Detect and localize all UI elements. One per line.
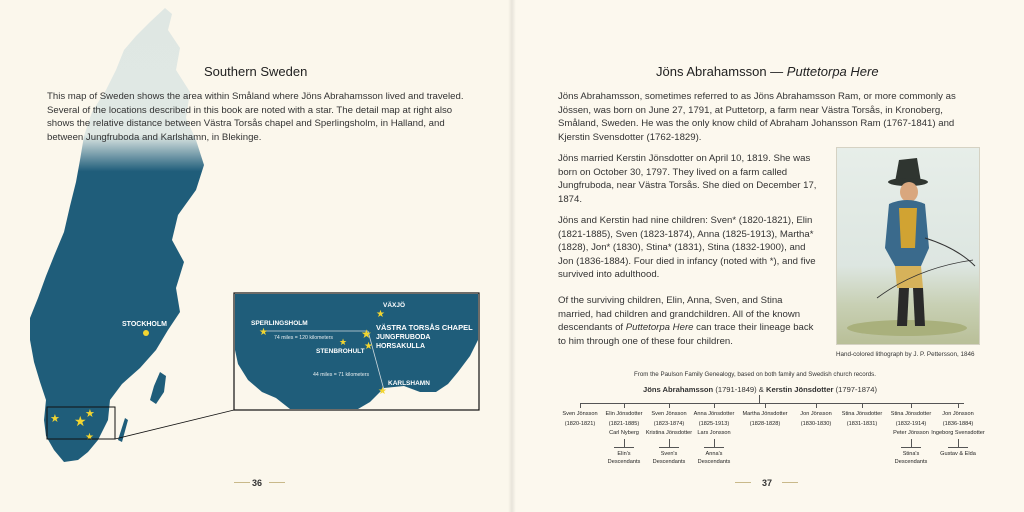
tree-connector [765, 403, 766, 408]
child-name: Jon Jönsson [942, 411, 974, 417]
child-name: Elin Jönsdotter [605, 411, 643, 417]
para4-italic: Puttetorpa Here [625, 322, 694, 334]
parent-1: Jöns Abrahamsson [643, 385, 714, 394]
desc-line-1: Anna's [705, 451, 723, 457]
ornament-right-2 [782, 482, 798, 484]
tree-connector [958, 403, 959, 408]
desc-line-1: Elin's [617, 451, 631, 457]
oland-island [118, 418, 128, 442]
page-number-left: 36 [252, 478, 263, 488]
ornament-left-2 [735, 482, 751, 484]
detail-map [234, 293, 479, 410]
vaxjo-label: VÄXJÖ [383, 302, 406, 309]
parent-2-years: (1797-1874) [833, 385, 877, 394]
tree-connector [659, 447, 679, 448]
lithograph-image [836, 147, 980, 345]
child-years: (1828-1828) [749, 421, 781, 427]
tree-connector [911, 439, 912, 447]
star-icon: ★ [364, 341, 373, 352]
sperlingsholm-label: SPERLINGSHOLM [251, 320, 308, 327]
tree-connector [669, 403, 670, 408]
star-icon: ★ [259, 327, 268, 338]
tree-connector [580, 403, 581, 408]
child-years: (1823-1874) [653, 421, 685, 427]
tree-line-main [759, 395, 760, 403]
desc-line-1: Stina's [902, 451, 920, 457]
tree-spouse: Carl Nyberg [609, 430, 639, 436]
desc-line-1: Sven's [660, 451, 678, 457]
star-icon: ★ [378, 386, 387, 397]
tree-spouse: Kristina Jönsdotter [645, 430, 693, 436]
karlshamn-label: KARLSHAMN [388, 380, 430, 387]
ornament-right [269, 482, 285, 484]
horsakulla-label: HORSAKULLA [376, 343, 425, 350]
child-name: Anna Jönsdotter [693, 411, 735, 417]
child-years: (1830-1830) [800, 421, 832, 427]
parent-1-years: (1791-1849) & [713, 385, 766, 394]
stockholm-label: STOCKHOLM [122, 321, 167, 328]
star-icon: ★ [50, 413, 60, 425]
child-years: (1821-1885) [608, 421, 640, 427]
parent-2: Kerstin Jönsdotter [765, 385, 834, 394]
star-icon: ★ [376, 309, 385, 320]
tree-connector [901, 447, 921, 448]
tree-connector [714, 403, 715, 408]
left-page-title: Southern Sweden [204, 64, 308, 79]
tree-connector [911, 403, 912, 408]
child-name: Stina Jönsdotter [890, 411, 932, 417]
left-page-body: This map of Sweden shows the area within Småland where Jöns Abrahamsson lived and traveled. Several of the locations described in this book are noted with a star. The detail map at right also shows the relative distance between Västra Torsås chapel and Sperlingsholm, in Halland, and between Jungfruboda and Karlshamn, in Blekinge. [47, 91, 464, 143]
child-name: Jon Jönsson [800, 411, 832, 417]
tree-connector [704, 447, 724, 448]
title-italic: Puttetorpa Here [786, 64, 879, 79]
paragraph-1: Jöns Abrahamsson, sometimes referred to as Jöns Abrahamsson Ram, or more commonly as Jössen, was born on June 27, 1791, at Puttetorp, a farm near Västra Torsås, in Kronoberg, Småland, Sweden. He was the only know child of Abraham Johansson Ram (1767-1841) and Kjerstin Svensdotter (1762-1829). [558, 91, 956, 143]
tree-parents [560, 385, 960, 394]
child-years: (1832-1914) [895, 421, 927, 427]
stockholm-dot [143, 330, 149, 336]
child-years: (1825-1913) [698, 421, 730, 427]
desc-line-2: Descendants [652, 459, 686, 465]
sweden-landmass [30, 8, 204, 462]
distance-label-2: 44 miles = 71 kilometers [313, 372, 370, 378]
tree-connector [624, 439, 625, 447]
paragraph-2: Jöns married Kerstin Jönsdotter on April 10, 1819. She was born on October 30, 1797. They lived on a farm called Jungfruboda, near Västra Torsås. She died on December 17, 1874. [558, 153, 817, 205]
lithograph-caption: Hand-colored lithograph by J. P. Pettersson, 1846 [836, 351, 975, 358]
tree-child [928, 409, 988, 429]
child-years: (1831-1831) [846, 421, 878, 427]
tree-spouse: Peter Jönsson [893, 430, 929, 436]
page-number-right: 37 [762, 478, 773, 488]
title-name: Jöns Abrahamsson — [656, 64, 787, 79]
desc-line-2: Descendants [697, 459, 731, 465]
tree-descendants [928, 450, 988, 458]
tree-connector [816, 403, 817, 408]
child-name: Stina Jönsdotter [841, 411, 883, 417]
child-name: Sven Jönsson [651, 411, 687, 417]
star-icon: ★ [361, 327, 372, 341]
stenbrohult-label: STENBROHULT [316, 348, 365, 355]
desc-line-2: Descendants [607, 459, 641, 465]
tree-connector [948, 447, 968, 448]
tree-note: From the Paulson Family Genealogy, based on both family and Swedish church records. [633, 371, 876, 378]
star-icon: ★ [85, 432, 94, 443]
jungfruboda-label: JUNGFRUBODA [376, 334, 431, 341]
child-name: Martha Jönsdotter [742, 411, 788, 417]
distance-label-1: 74 miles = 120 kilometers [274, 335, 333, 341]
child-years: (1836-1884) [942, 421, 974, 427]
tree-connector [714, 439, 715, 447]
tree-connector [614, 447, 634, 448]
gotland-island [150, 372, 166, 404]
tree-connector [958, 439, 959, 447]
star-icon: ★ [85, 408, 95, 420]
tree-spouse: Ingeborg Svensdotter [931, 430, 985, 436]
tree-connector [624, 403, 625, 408]
tree-descendants [684, 450, 744, 466]
child-years: (1820-1821) [564, 421, 596, 427]
desc-line-1: Gustav & Elda [940, 451, 976, 457]
tree-line-horizontal [580, 403, 964, 404]
para4-a: Of the surviving children, Elin, Anna, Sven, and Stina married, had children and grandchildren. All of the known descendants of [558, 295, 801, 334]
desc-line-2: Descendants [894, 459, 928, 465]
para4-b: can trace their lineage back to him through one of these four children. [558, 322, 814, 347]
star-icon: ★ [339, 337, 348, 347]
star-icon: ★ [74, 413, 87, 429]
paragraph-4 [558, 294, 820, 348]
paragraph-3: Jöns and Kerstin had nine children: Sven* (1820-1821), Elin (1821-1885), Sven (1823-1874), Anna (1825-1913), Martha* (1828), Jon* (1830), Stina* (1831), Stina (1832-1900), and Jon (1836-1884). Four died in infancy (noted with *), and five survived into adulthood. [558, 215, 816, 281]
tree-connector [862, 403, 863, 408]
right-page-title [656, 64, 879, 79]
vastra-torsas-label: VÄSTRA TORSÅS CHAPEL [376, 323, 473, 332]
ornament-left [234, 482, 250, 484]
tree-connector [669, 439, 670, 447]
tree-spouse: Lars Jonsson [697, 430, 731, 436]
child-name: Sven Jönsson [562, 411, 598, 417]
